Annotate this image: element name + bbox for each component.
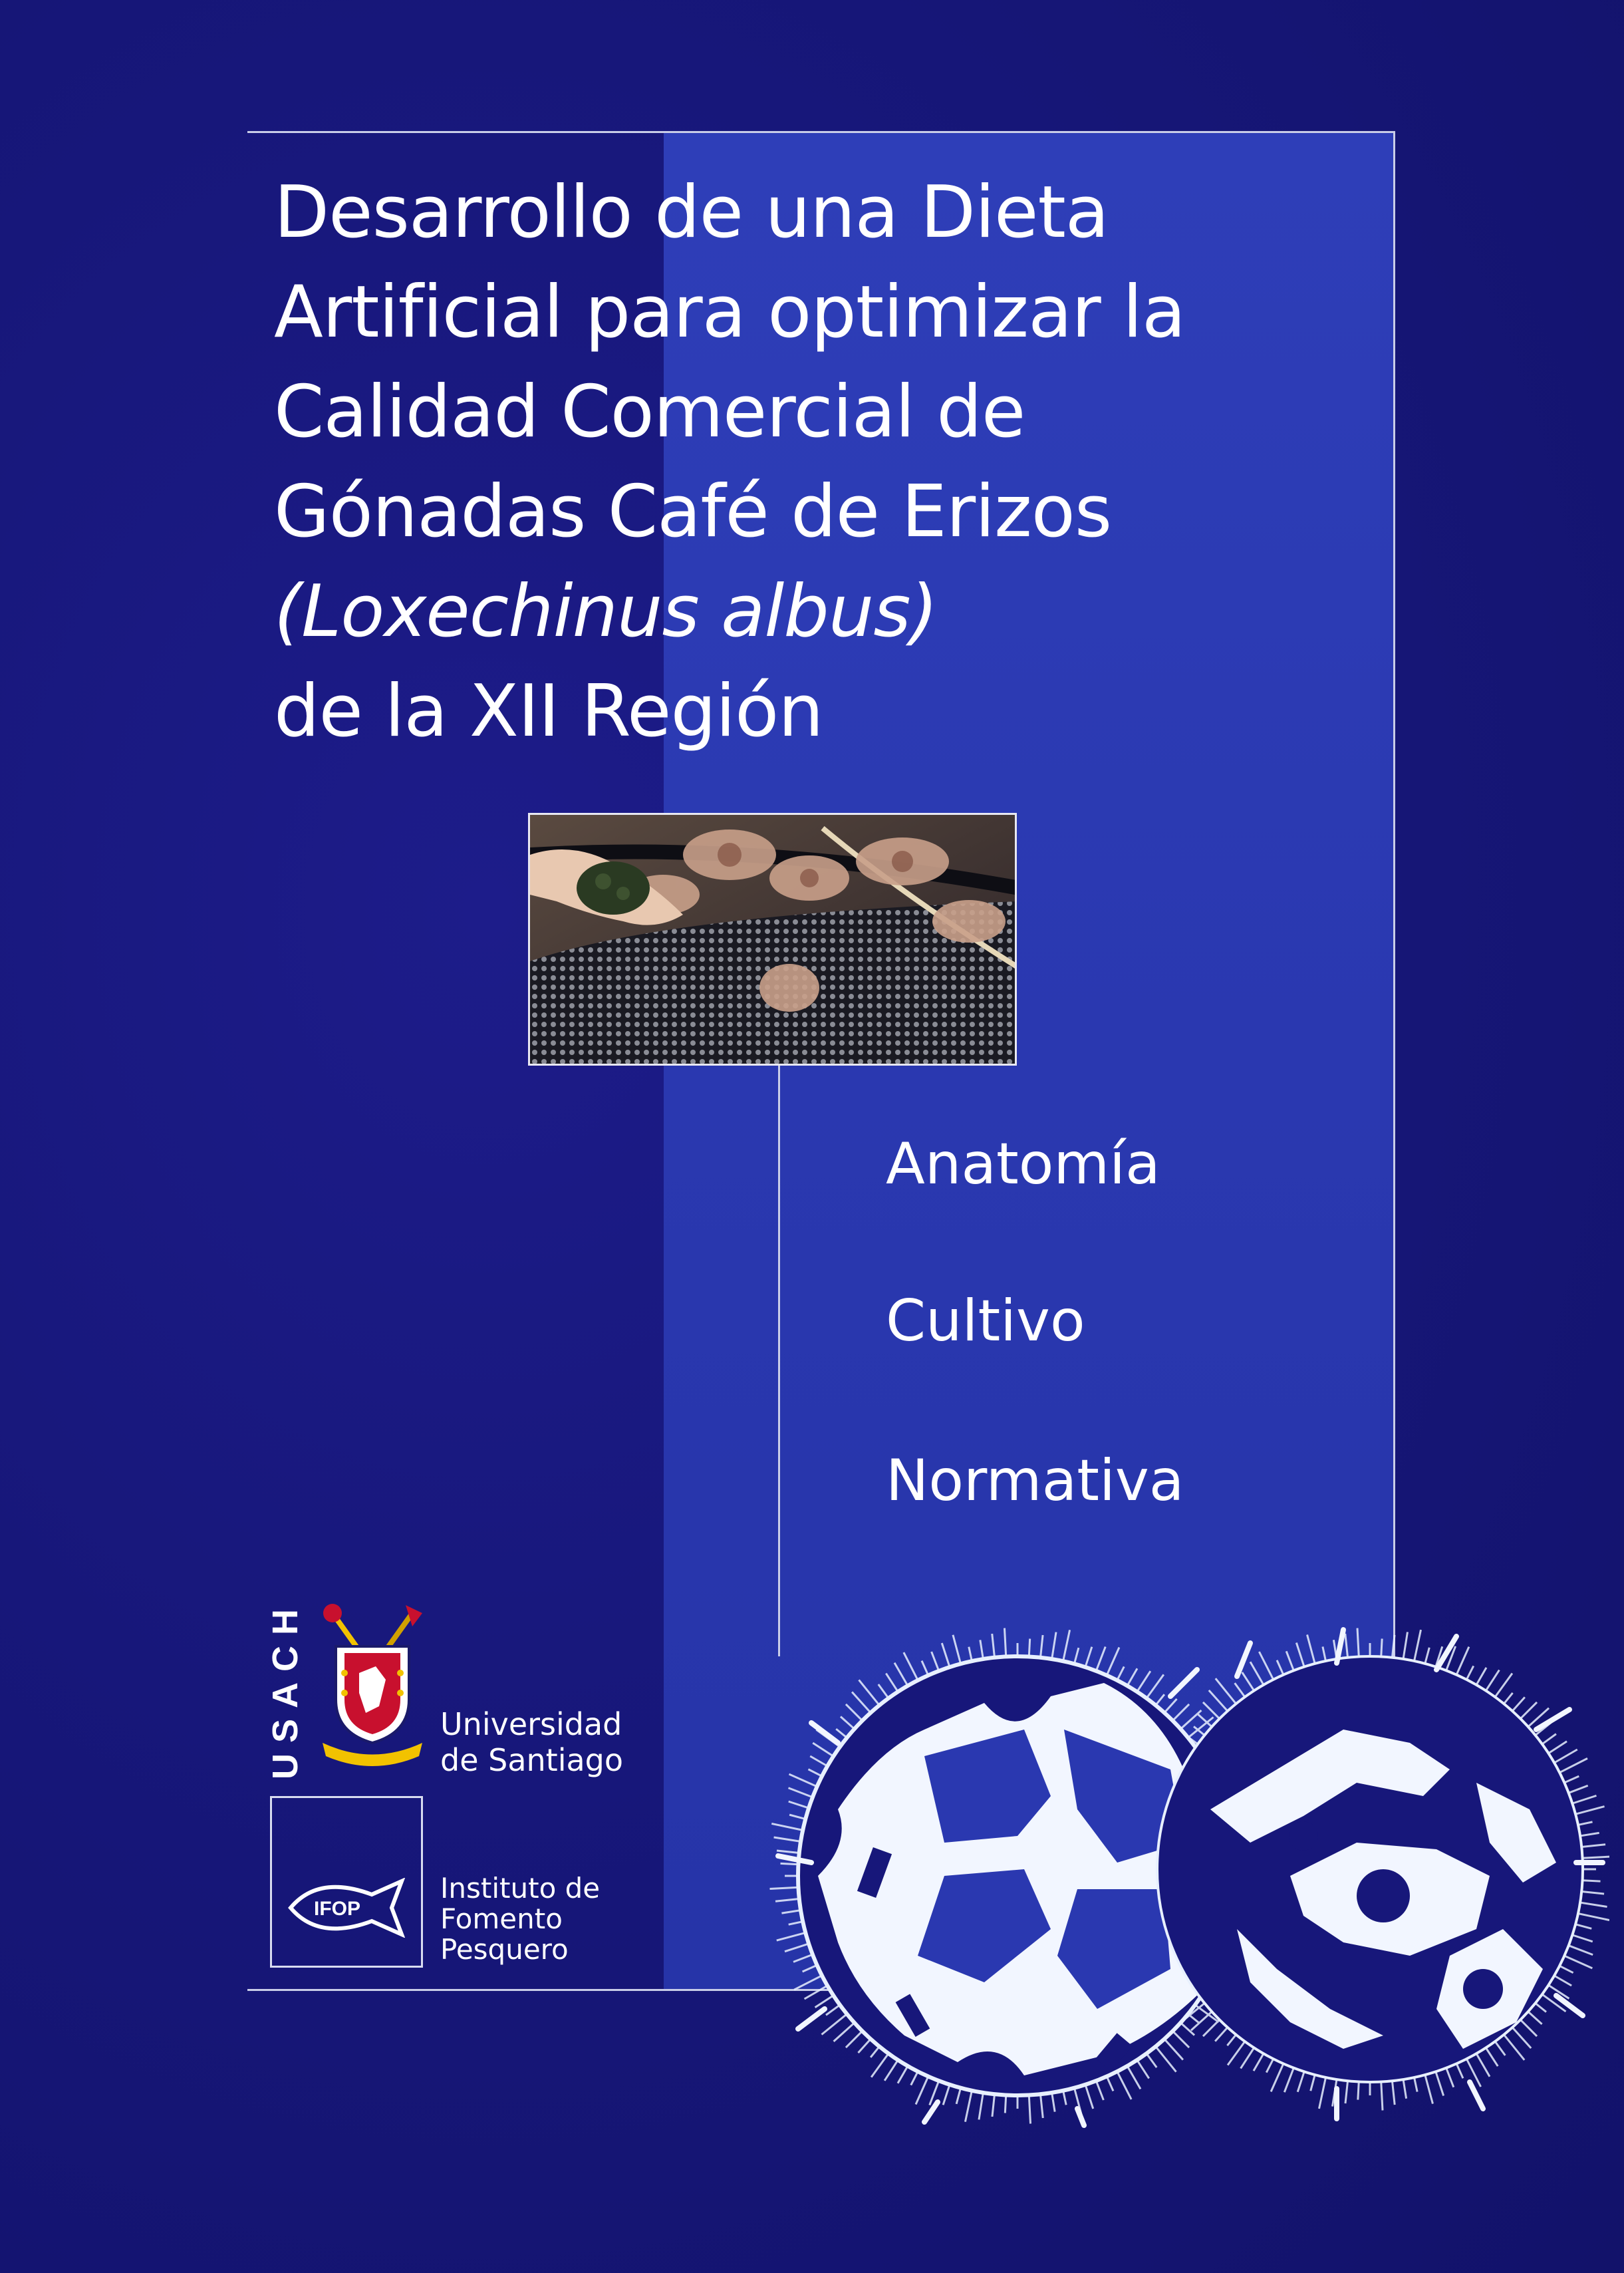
- urchin-spine: [1392, 1635, 1395, 1658]
- urchin-spine: [1345, 2081, 1348, 2103]
- institute-name-line: Pesquero: [440, 1933, 569, 1966]
- urchin-spine: [965, 2091, 972, 2122]
- urchin-spine: [1486, 2047, 1498, 2066]
- urchin-spine: [777, 1932, 805, 1940]
- urchin-spine: [794, 1976, 822, 1990]
- urchin-spine: [774, 1837, 801, 1841]
- urchin-spine: [980, 1640, 984, 1659]
- urchin-spine: [1323, 1646, 1326, 1661]
- institute-name: [440, 1873, 600, 1965]
- urchin-spine: [789, 1788, 813, 1797]
- urchin-spine: [1581, 1845, 1605, 1847]
- urchin-spine: [777, 1851, 799, 1853]
- urchin-spine: [1548, 1742, 1567, 1753]
- topic-item: Normativa: [886, 1447, 1184, 1514]
- urchin-spine: [1172, 2031, 1189, 2047]
- urchin-spine: [836, 1729, 847, 1738]
- urchin-spine: [911, 2071, 918, 2085]
- urchin-spine: [1107, 2076, 1113, 2091]
- urchin-spine: [1117, 2071, 1131, 2099]
- title-line: Artificial para optimizar la: [274, 271, 1186, 354]
- urchin-spine: [852, 1692, 871, 1713]
- urchin-spine: [1242, 1672, 1254, 1691]
- urchin-spine: [813, 1743, 833, 1756]
- urchin-spine: [846, 1704, 863, 1721]
- urchin-spine: [1554, 1976, 1571, 1986]
- urchin-spine: [1164, 2039, 1183, 2059]
- urchin-spine: [803, 1965, 817, 1972]
- urchin-spine: [1575, 1924, 1591, 1928]
- urchin-spine: [1228, 2042, 1245, 2065]
- urchin-spine: [1381, 1638, 1382, 1656]
- urchin-spine: [1495, 1674, 1512, 1698]
- urchin-spine: [1164, 1699, 1177, 1713]
- urchin-spine: [886, 1674, 898, 1692]
- urchin-spine: [1564, 1776, 1579, 1783]
- urchin-spine: [1040, 2094, 1043, 2118]
- urchin-spine: [1172, 1704, 1189, 1721]
- urchin-spine: [1227, 2035, 1236, 2046]
- urchin-spine: [1319, 2077, 1325, 2109]
- urchin-spine: [898, 2066, 908, 2083]
- urchin-spine: [1572, 1935, 1592, 1942]
- urchin-spine: [1415, 2077, 1418, 2092]
- urchin-spine: [1456, 1647, 1469, 1675]
- urchin-spine: [1554, 1749, 1577, 1763]
- urchin-spine: [1559, 1966, 1573, 1972]
- urchin-spine: [1277, 1660, 1284, 1675]
- urchin-spine: [1117, 1666, 1124, 1680]
- university-crest-icon: [313, 1600, 432, 1766]
- urchin-spine: [1425, 1648, 1429, 1664]
- urchin-spine: [1063, 2091, 1067, 2105]
- urchin-spine: [1180, 1710, 1201, 1729]
- urchin-spine: [1096, 2081, 1103, 2100]
- urchin-spine: [1476, 2053, 1490, 2077]
- urchin-spine: [1286, 1651, 1293, 1670]
- urchin-spine: [1512, 1697, 1525, 1711]
- urchin-spine: [871, 2046, 879, 2057]
- urchin-spine: [1266, 2059, 1273, 2072]
- urchin-spine: [1580, 1902, 1607, 1906]
- urchin-spine: [1209, 1690, 1228, 1711]
- urchin-spine: [808, 1769, 821, 1776]
- ifop-mark: IFOP: [313, 1898, 361, 1920]
- cover-photo: [528, 813, 1017, 1066]
- urchin-spine: [1254, 2053, 1264, 2071]
- urchin-spine: [785, 1944, 809, 1952]
- urchin-spine: [1191, 2012, 1212, 2030]
- urchin-spine: [1520, 2020, 1537, 2036]
- urchin-spine: [805, 1986, 828, 1999]
- urchin-spine: [1528, 2012, 1542, 2024]
- usach-vertical-text: USACH: [265, 1598, 305, 1779]
- urchin-spine: [1297, 2071, 1304, 2091]
- urchin-spine: [781, 1910, 801, 1914]
- urchin-spine: [826, 2005, 840, 2015]
- university-name-line: de Santiago: [440, 1742, 624, 1778]
- university-name-line: Universidad: [440, 1706, 622, 1742]
- frame-top-line: [247, 131, 1395, 133]
- urchin-spine: [1381, 2082, 1383, 2111]
- urchin-spine: [1215, 2028, 1228, 2042]
- urchin-spine: [1415, 1630, 1421, 1661]
- urchin-spine: [1564, 1956, 1592, 1968]
- urchin-spine: [1486, 1670, 1499, 1691]
- urchin-spine: [953, 1635, 961, 1664]
- urchin-spine: [1357, 1628, 1359, 1656]
- urchin-spine: [1575, 1807, 1604, 1815]
- urchin-spine: [894, 1663, 908, 1686]
- urchin-spine: [1096, 1647, 1105, 1671]
- sea-urchin-illustration: [705, 1530, 1609, 2129]
- urchin-spine: [1004, 1628, 1006, 1657]
- urchin-spine: [1107, 1648, 1119, 1676]
- urchin-spine: [1495, 2042, 1505, 2055]
- urchin-spine: [1137, 1671, 1150, 1692]
- urchin-spine: [1052, 1632, 1056, 1659]
- urchin-spine: [775, 1898, 799, 1901]
- urchin-spine: [1296, 1643, 1304, 1667]
- title-line: Calidad Comercial de: [274, 371, 1025, 454]
- urchin-spine: [956, 2088, 960, 2104]
- urchin-spine: [1476, 1668, 1486, 1685]
- urchin-spine: [1085, 1647, 1092, 1667]
- urchin-spine: [1040, 1635, 1043, 1658]
- urchin-spine: [1456, 2063, 1463, 2078]
- urchin-spine: [1559, 1758, 1587, 1772]
- title-line-species: (Loxechinus albus): [274, 570, 938, 653]
- urchin-spine: [1512, 2028, 1531, 2048]
- urchin-spine: [879, 1684, 888, 1698]
- urchin-spine: [1203, 2020, 1220, 2036]
- urchin-spine: [1085, 2085, 1093, 2109]
- urchin-spine: [979, 2093, 983, 2119]
- urchin-spine: [932, 1652, 939, 1671]
- urchin-spine: [943, 2085, 950, 2105]
- urchin-spine: [1504, 1693, 1512, 1704]
- urchin-spine: [1569, 1946, 1593, 1955]
- urchin-spine: [1147, 1674, 1164, 1698]
- frame-right-line: [1393, 131, 1395, 1681]
- urchin-spine: [1063, 1630, 1070, 1661]
- urchin-spine: [1029, 2095, 1030, 2124]
- urchin-spine: [1580, 1833, 1599, 1836]
- ifop-logo-box: [270, 1796, 423, 1968]
- urchin-spine: [1203, 1702, 1220, 1719]
- urchin-spine: [1127, 2066, 1141, 2089]
- urchin-spine: [793, 1954, 813, 1962]
- urchin-spine: [1569, 1785, 1588, 1793]
- urchin-spine: [884, 2060, 898, 2081]
- urchin-spine: [916, 2076, 928, 2104]
- urchin-spine: [780, 1863, 798, 1864]
- urchin-spine: [1147, 2053, 1156, 2067]
- urchin-spine: [1156, 1694, 1164, 1705]
- institute-name-line: Instituto de: [440, 1872, 601, 1904]
- title-line: Gónadas Café de Erizos: [274, 470, 1112, 553]
- urchin-spine: [922, 1661, 928, 1676]
- urchin-spine: [1241, 2047, 1254, 2068]
- urchin-spine: [1259, 1652, 1273, 1680]
- urchin-spine: [1520, 1702, 1537, 1719]
- urchin-spine: [789, 1774, 817, 1787]
- urchin-spine: [770, 1887, 799, 1889]
- title-line: de la XII Región: [274, 670, 823, 753]
- title-line: Desarrollo de una Dieta: [274, 171, 1109, 254]
- urchin-spine: [1403, 1632, 1407, 1658]
- fish-logo-icon: [285, 1878, 412, 1938]
- urchin-spine: [821, 2014, 847, 2035]
- urchin-spine: [1578, 1822, 1593, 1825]
- urchin-spine: [1271, 2063, 1284, 2091]
- urchin-spine: [1307, 1634, 1315, 1663]
- urchin-spine: [1572, 1795, 1596, 1803]
- urchin-spine: [992, 2094, 995, 2117]
- urchin-spine: [1466, 1666, 1473, 1679]
- urchin-spine: [992, 1634, 995, 1658]
- urchin-spine: [904, 1652, 918, 1680]
- urchin-spine: [871, 2053, 888, 2077]
- urchin-spine: [1583, 1857, 1609, 1858]
- urchin-spine: [1074, 1648, 1078, 1664]
- urchin-spine: [969, 1647, 972, 1662]
- urchin-spine: [1235, 1683, 1245, 1697]
- urchin-spine: [1052, 2093, 1055, 2112]
- urchin-spine: [942, 1643, 950, 1667]
- urchin-spine: [1358, 2082, 1359, 2100]
- urchin-spine: [1581, 1891, 1604, 1894]
- urchin-spine: [810, 1756, 827, 1766]
- institute-name-line: Fomento: [440, 1902, 563, 1935]
- urchin-spine: [789, 1801, 809, 1808]
- urchin-spine: [1345, 1634, 1348, 1658]
- urchin-spine: [834, 2023, 855, 2042]
- urchin-spine: [789, 1922, 803, 1925]
- urchin-spine: [1311, 2075, 1315, 2091]
- urchin-spine: [1403, 2079, 1407, 2099]
- urchin-spine: [1542, 1734, 1556, 1744]
- urchin-spine: [846, 2031, 863, 2047]
- urchin-spine: [1536, 2003, 1546, 2012]
- urchin-spine: [858, 2039, 871, 2053]
- urchin-spine: [1578, 1914, 1609, 1920]
- urchin-spine: [1425, 2075, 1433, 2103]
- urchin-spine: [1284, 2068, 1293, 2092]
- page-title: [274, 163, 1338, 762]
- urchin-spine: [1446, 2068, 1454, 2087]
- urchin-spine: [1127, 1668, 1137, 1686]
- urchin-spine: [1137, 2060, 1149, 2079]
- topic-item: Anatomía: [886, 1131, 1160, 1197]
- urchin-spine: [1392, 2081, 1395, 2105]
- urchin-spine: [859, 1680, 879, 1705]
- urchin-spine: [771, 1823, 803, 1830]
- topic-item: Cultivo: [886, 1288, 1085, 1354]
- urchin-spine: [1005, 2095, 1006, 2113]
- urchin-spine: [815, 1996, 834, 2008]
- urchin-spine: [1436, 2071, 1444, 2095]
- urchin-spine: [789, 1815, 805, 1819]
- urchin-spine: [1156, 2046, 1176, 2071]
- urchin-spine: [1250, 1662, 1264, 1685]
- urchin-spine: [841, 1716, 855, 1729]
- university-name: [440, 1706, 623, 1778]
